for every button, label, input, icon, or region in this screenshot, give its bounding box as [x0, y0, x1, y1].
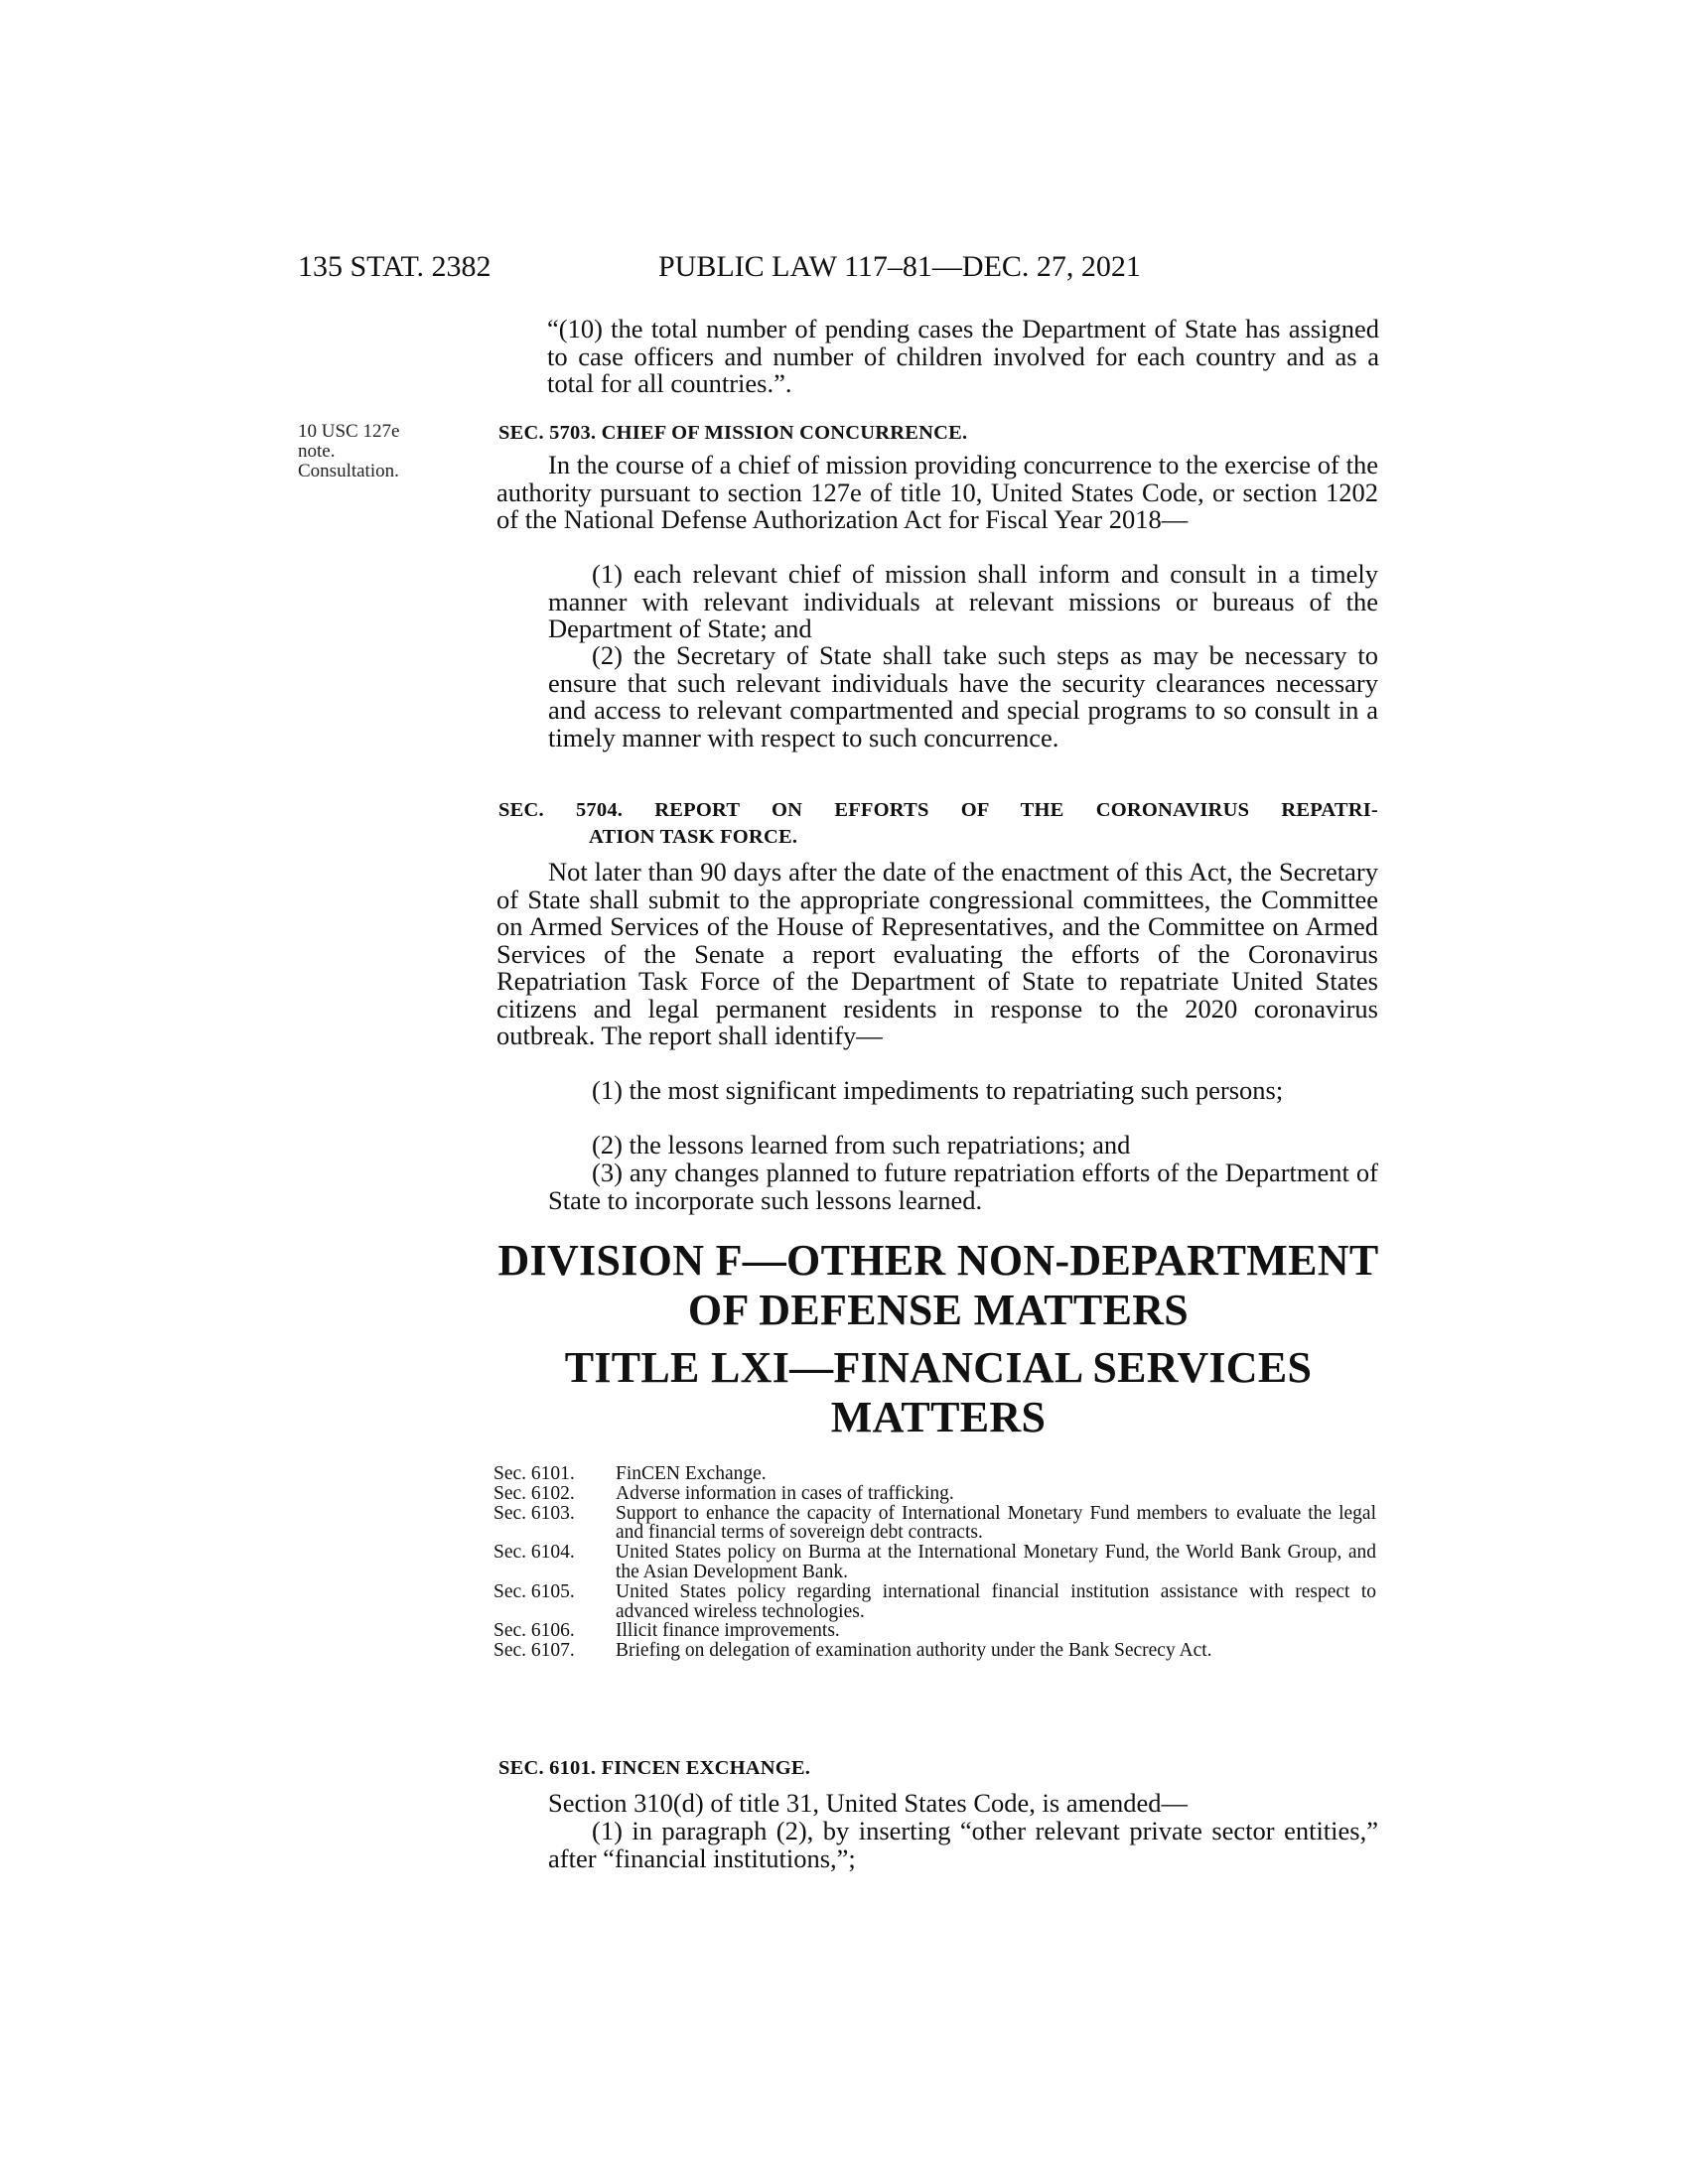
- toc-entry-number: Sec. 6102.: [493, 1482, 575, 1504]
- section-5704-heading-line1: SEC. 5704. REPORT ON EFFORTS OF THE CORONAVIRUS REPATRI-: [498, 799, 1378, 821]
- title-heading-line2: MATTERS: [830, 1393, 1047, 1441]
- toc-entry: [493, 1484, 1376, 1504]
- public-law-header: PUBLIC LAW 117–81—DEC. 27, 2021: [658, 250, 1141, 283]
- title-heading: [496, 1343, 1380, 1442]
- section-6101-item-1: (1) in paragraph (2), by inserting “other relevant private sector entities,” after “financial institutions,”;: [548, 1816, 1378, 1873]
- section-5704-intro: Not later than 90 days after the date of the enactment of this Act, the Secretary of State shall submit to the appropriate congressional committees, the Committee on Armed Services of the House of Representatives, and the Committee on Armed Services of the Senate a report evaluating the efforts of the Coronavirus Repatriation Task Force of the Department of State to repatriate United States citizens and legal permanent residents in response to the 2020 coronavirus outbreak. The report shall identify—: [496, 857, 1378, 1050]
- toc-entry-text: Support to enhance the capacity of International Monetary Fund members to evaluate the legal and financial terms of sovereign debt contracts.: [616, 1502, 1376, 1544]
- toc-entry-text: United States policy on Burma at the International Monetary Fund, the World Bank Group, and the Asian Development Bank.: [616, 1542, 1376, 1582]
- margin-note-note: note.: [298, 441, 336, 462]
- section-5703-intro: In the course of a chief of mission providing concurrence to the exercise of the authority pursuant to section 127e of title 10, United States Code, or section 1202 of the National Defense Authorization Act for Fiscal Year 2018—: [496, 450, 1378, 534]
- toc-entry-number: Sec. 6105.: [493, 1580, 575, 1602]
- toc-entry: [493, 1504, 1376, 1544]
- division-heading: [496, 1236, 1380, 1335]
- division-heading-line1: DIVISION F—OTHER NON-DEPARTMENT: [497, 1236, 1379, 1285]
- toc-entry-number: Sec. 6106.: [493, 1620, 575, 1642]
- section-5704-item-3: (3) any changes planned to future repatriation efforts of the Department of State to incorporate such lessons learned.: [548, 1158, 1378, 1215]
- toc-entry-text: United States policy regarding international financial institution assistance with respect to advanced wireless technologies.: [616, 1580, 1376, 1622]
- toc-entry-text: FinCEN Exchange.: [616, 1463, 767, 1484]
- toc-entry-number: Sec. 6107.: [493, 1640, 575, 1662]
- toc-entry: [493, 1641, 1376, 1661]
- toc-entry-number: Sec. 6104.: [493, 1542, 575, 1564]
- division-heading-line2: OF DEFENSE MATTERS: [687, 1286, 1190, 1334]
- section-5703-heading: SEC. 5703. CHIEF OF MISSION CONCURRENCE.: [498, 422, 968, 444]
- section-6101-heading: SEC. 6101. FINCEN EXCHANGE.: [498, 1757, 811, 1779]
- toc-entry: [493, 1543, 1376, 1582]
- toc-entry-text: Briefing on delegation of examination authority under the Bank Secrecy Act.: [616, 1640, 1212, 1662]
- margin-note-consultation: Consultation.: [298, 461, 399, 481]
- toc-entry-number: Sec. 6103.: [493, 1502, 575, 1524]
- section-5704-item-2: (2) the lessons learned from such repatriations; and: [592, 1130, 1131, 1160]
- carryover-paragraph: “(10) the total number of pending cases the Department of State has assigned to case officers and number of children involved for each country and as a total for all countries.”.: [547, 314, 1379, 398]
- margin-note-usc: 10 USC 127e: [298, 421, 400, 442]
- toc-entry-text: Adverse information in cases of trafficking.: [616, 1482, 954, 1504]
- title-table-of-contents: [493, 1464, 1376, 1661]
- title-heading-line1: TITLE LXI—FINANCIAL SERVICES: [564, 1343, 1313, 1392]
- section-5704-item-1: (1) the most significant impediments to repatriating such persons;: [592, 1075, 1284, 1105]
- toc-entry-text: Illicit finance improvements.: [616, 1620, 840, 1642]
- section-6101-intro: Section 310(d) of title 31, United States Code, is amended—: [548, 1788, 1188, 1818]
- toc-entry: [493, 1621, 1376, 1641]
- toc-entry: [493, 1582, 1376, 1622]
- page-stat-number: 135 STAT. 2382: [298, 250, 492, 283]
- section-5703-item-1: (1) each relevant chief of mission shall inform and consult in a timely manner with relevant individuals at relevant missions or bureaus of the Department of State; and: [548, 559, 1378, 643]
- toc-entry-number: Sec. 6101.: [493, 1463, 575, 1484]
- section-5703-item-2: (2) the Secretary of State shall take such steps as may be necessary to ensure that such relevant individuals have the security clearances necessary and access to relevant compartmented and special programs to so consult in a timely manner with respect to such concurrence.: [548, 640, 1378, 752]
- section-5704-heading-line2: ATION TASK FORCE.: [589, 826, 798, 848]
- toc-entry: [493, 1464, 1376, 1484]
